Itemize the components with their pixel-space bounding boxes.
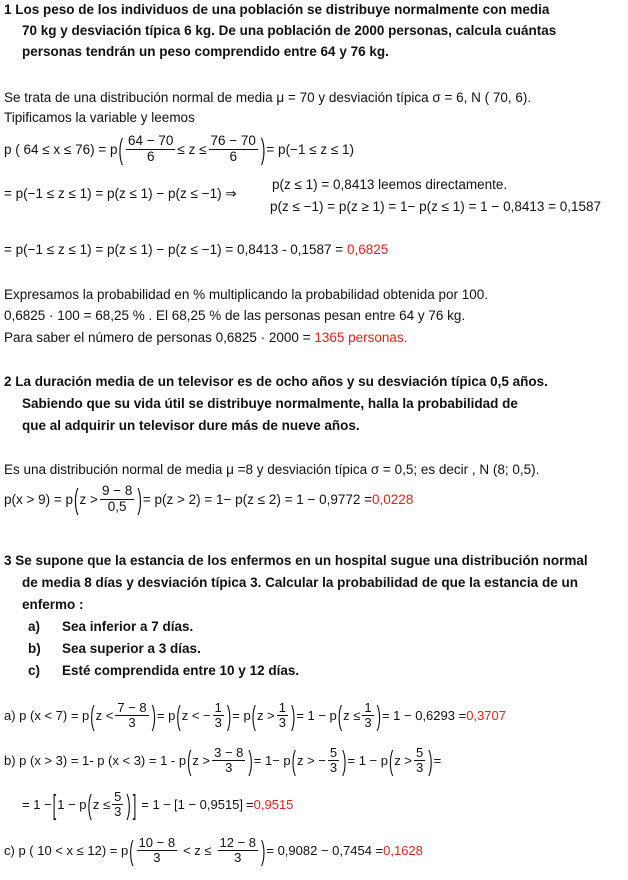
paren-close: )	[260, 133, 266, 166]
solution-b	[4, 746, 441, 776]
fraction-numerator: 7 − 8	[117, 700, 147, 715]
b2-fraction	[110, 790, 125, 820]
bracket-open: [	[52, 789, 57, 821]
fraction-numerator: 1	[214, 700, 222, 715]
problem2-equation	[4, 484, 413, 515]
problem2-title-line1: 2 La duración media de un televisor es de ocho años y su desviación típica 0,5 años.	[4, 374, 548, 389]
fraction-numerator: 5	[416, 745, 424, 760]
problem3-title-line3: enfermo :	[22, 597, 84, 612]
b-eq3: = 1 − p	[347, 753, 388, 769]
a-fraction2	[211, 701, 226, 731]
b-z3: z >	[394, 753, 413, 769]
fraction-denominator: 3	[278, 715, 286, 731]
solution-b-line2	[22, 790, 293, 820]
fraction-numerator: 9 − 8	[101, 483, 133, 498]
text3-text: Para saber el número de personas 0,6825 · 2000 =	[4, 330, 315, 345]
b2-mid: = 1 −	[141, 797, 171, 813]
b-fraction3	[412, 746, 427, 776]
paren-open: (	[337, 700, 343, 732]
fraction-numerator: 1	[364, 700, 372, 715]
problem3-title-line2: de media 8 días y desviación típica 3. Calcular la probabilidad de que la estancia de un	[22, 575, 578, 590]
problem2-title-line3: que al adquirir un televisor dure más de nueve años.	[22, 418, 360, 433]
a-fraction3	[275, 701, 290, 731]
paren-open: (	[90, 700, 95, 732]
paren-close: )	[226, 700, 232, 732]
b-fraction1	[210, 746, 247, 776]
paren-open: (	[291, 745, 296, 777]
c-result: 0,1628	[383, 843, 423, 859]
c-right: = 0,9082 − 0,7454 =	[266, 843, 384, 859]
a-result: 0,3707	[466, 708, 506, 724]
a-fraction1	[113, 701, 150, 731]
b-fraction2	[326, 746, 341, 776]
fraction-denominator: 6	[146, 148, 155, 164]
fraction-numerator: 3 − 8	[214, 745, 244, 760]
solution-c	[4, 836, 423, 866]
fraction-numerator: 5	[329, 745, 338, 760]
problem1-equation2: = p(−1 ≤ z ≤ 1) = p(z ≤ 1) − p(z ≤ −1) ⇒	[4, 186, 237, 201]
paren-open: (	[187, 745, 192, 777]
a-z1: z <	[95, 708, 114, 724]
a-z3: z >	[257, 708, 275, 724]
a-eq4: = 1 − p	[296, 708, 337, 724]
fraction-numerator: 76 − 70	[210, 133, 256, 148]
c-mid: < z ≤	[183, 843, 212, 859]
fraction-denominator: 3	[225, 760, 233, 776]
fraction-denominator: 3	[234, 850, 242, 866]
problem1-equation1	[4, 134, 354, 165]
paren-open: (	[176, 700, 181, 732]
problem1-text3	[4, 330, 407, 345]
fraction-denominator: 3	[114, 804, 122, 820]
fraction-numerator: 5	[114, 789, 122, 804]
eq1-mid: ≤ z ≤	[177, 141, 207, 157]
paren-close: )	[151, 700, 156, 732]
eq1-fraction2	[207, 134, 260, 165]
problem1-equation3	[4, 242, 388, 257]
p2-eq-result: 0,0228	[372, 491, 414, 507]
problem1-title-line1: 1 Los peso de los individuos de una población se distribuye normalmente con media	[4, 2, 550, 17]
fraction-numerator: 12 − 8	[219, 835, 257, 850]
fraction-denominator: 3	[329, 760, 338, 776]
b-end: =	[433, 753, 442, 769]
p2-eq-z: z >	[79, 491, 98, 507]
eq3-text: = p(−1 ≤ z ≤ 1) = p(z ≤ 1) − p(z ≤ −1) = 0,8413 - 0,1587 =	[4, 242, 347, 257]
a-z4: z ≤	[343, 708, 361, 724]
fraction-denominator: 3	[214, 715, 222, 731]
fraction-denominator: 6	[229, 148, 237, 164]
solution-a	[4, 701, 506, 731]
paren-close: )	[126, 789, 131, 821]
problem1-text1: Expresamos la probabilidad en % multiplicando la probabilidad obtenida por 100.	[4, 287, 489, 302]
p2-eq-left: p(x > 9) = p	[4, 491, 74, 507]
problem1-intro2: Tipificamos la variable y leemos	[4, 110, 195, 125]
fraction-denominator: 3	[416, 760, 424, 776]
b-eq2: = 1− p	[253, 753, 291, 769]
paren-open: (	[251, 700, 257, 732]
eq1-left: p ( 64 ≤ x ≤ 76) = p	[4, 141, 118, 157]
a-eq2: = p	[156, 708, 176, 724]
a-right: = 1 − 0,6293 =	[381, 708, 467, 724]
paren-open: (	[129, 835, 134, 867]
text3-result: 1365 personas.	[314, 330, 408, 345]
bracket-close: ]	[132, 789, 137, 821]
b2-bracket-close-small: ]	[239, 797, 244, 813]
b2-bracket: 1 − 0,9515	[177, 797, 240, 813]
problem1-intro1: Se trata de una distribución normal de media μ = 70 y desviación típica σ = 6, N ( 70, 6).	[4, 90, 532, 105]
fraction-denominator: 3	[153, 850, 161, 866]
fraction-numerator: 10 − 8	[138, 835, 176, 850]
paren-close: )	[248, 745, 253, 777]
paren-open: (	[388, 745, 394, 777]
fraction-denominator: 3	[364, 715, 372, 731]
eq3-result: 0,6825	[346, 242, 389, 257]
paren-open: (	[118, 133, 123, 166]
fraction-numerator: 1	[278, 700, 286, 715]
a-left: a) p (x < 7) = p	[4, 708, 90, 724]
option-a: Sea inferior a 7 días.	[62, 619, 194, 634]
paren-close: )	[261, 835, 266, 867]
paren-open: (	[74, 483, 79, 516]
problem2-intro: Es una distribución normal de media μ =8 y desviación típica σ = 0,5; es decir , N (8; 0,5).	[4, 462, 540, 477]
b-z2: z > −	[296, 753, 326, 769]
problem1-note1: p(z ≤ 1) = 0,8413 leemos directamente.	[272, 177, 508, 192]
fraction-denominator: 0,5	[107, 498, 127, 514]
problem1-title-line3: personas tendrán un peso comprendido entre 64 y 76 kg.	[22, 44, 389, 59]
c-left: c) p ( 10 < x ≤ 12) = p	[4, 843, 129, 859]
paren-close: )	[137, 483, 142, 516]
p2-fraction	[98, 484, 136, 515]
option-b: Sea superior a 3 días.	[62, 641, 201, 656]
option-c-letter: c)	[28, 663, 41, 678]
b2-result: 0,9515	[253, 797, 294, 813]
paren-open: (	[87, 789, 92, 821]
b2-inner: 1 − p	[57, 797, 87, 813]
fraction-denominator: 3	[128, 715, 136, 731]
c-fraction1	[135, 836, 180, 866]
b-left: b) p (x > 3) = 1- p (x < 3) = 1 - p	[4, 753, 187, 769]
c-fraction2	[216, 836, 261, 866]
paren-close: )	[342, 745, 347, 777]
fraction-numerator: 64 − 70	[128, 133, 174, 148]
b2-z: z ≤	[92, 797, 111, 813]
eq1-fraction1	[124, 134, 177, 165]
b-z1: z >	[192, 753, 211, 769]
a-z2: z < −	[181, 708, 211, 724]
option-a-letter: a)	[28, 619, 41, 634]
option-b-letter: b)	[28, 641, 41, 656]
paren-close: )	[428, 745, 433, 777]
problem1-note2: p(z ≤ −1) = p(z ≥ 1) = 1− p(z ≤ 1) = 1 − 0,8413 = 0,1587	[270, 199, 602, 214]
paren-close: )	[290, 700, 296, 732]
a-eq3: = p	[232, 708, 251, 724]
p2-eq-right: = p(z > 2) = 1− p(z ≤ 2) = 1 − 0,9772 =	[142, 491, 373, 507]
b2-eq: =	[246, 797, 254, 813]
paren-close: )	[376, 700, 381, 732]
problem1-title-line2: 70 kg y desviación típica 6 kg. De una población de 2000 personas, calcula cuántas	[22, 23, 557, 38]
problem3-title-line1: 3 Se supone que la estancia de los enfermos en un hospital sugue una distribución normal	[4, 553, 588, 568]
problem1-text2: 0,6825 · 100 = 68,25 % . El 68,25 % de las personas pesan entre 64 y 76 kg.	[4, 308, 466, 323]
problem2-title-line2: Sabiendo que su vida útil se distribuye normalmente, halla la probabilidad de	[22, 396, 518, 411]
a-fraction4	[360, 701, 375, 731]
b2-left: = 1 −	[22, 797, 52, 813]
eq1-right: = p(−1 ≤ z ≤ 1)	[266, 141, 355, 157]
option-c: Esté comprendida entre 10 y 12 días.	[62, 663, 300, 678]
b2-bracket-open-small: [	[173, 797, 178, 813]
